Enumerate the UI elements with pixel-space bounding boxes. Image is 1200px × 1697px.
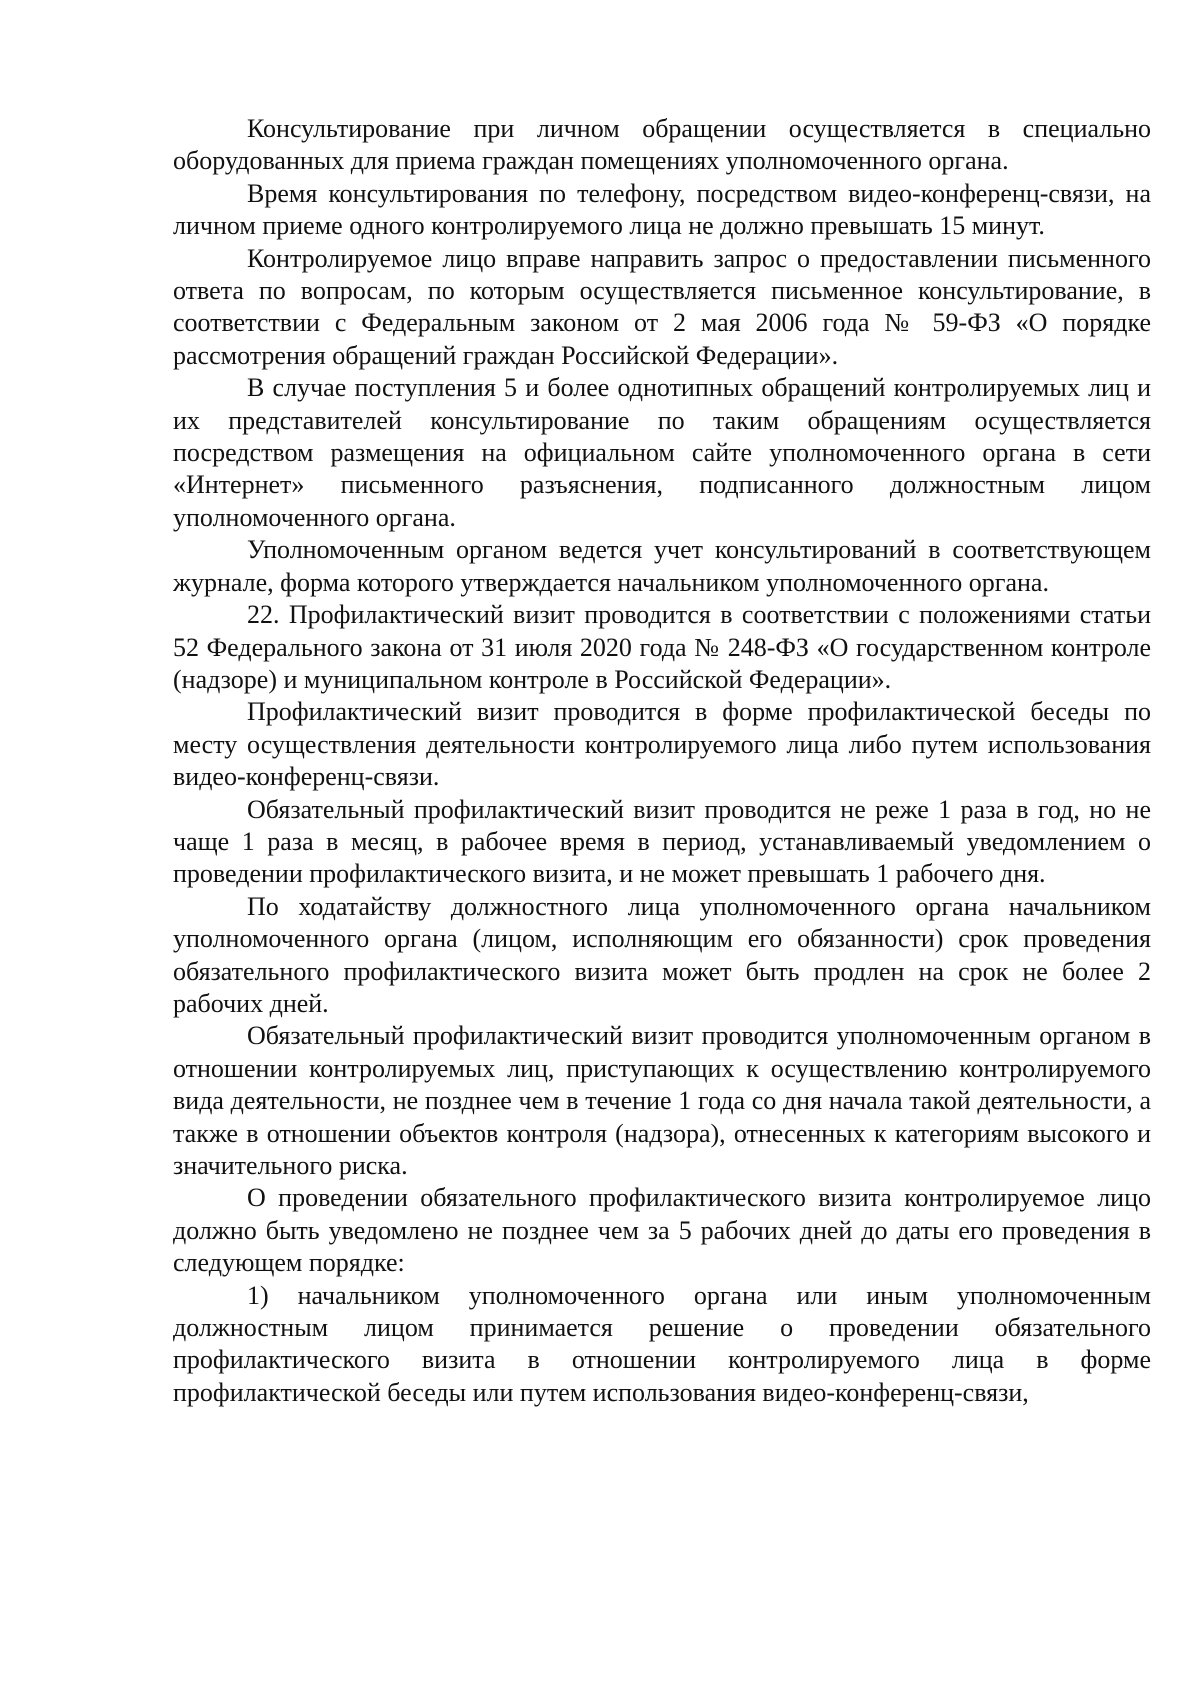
paragraph-mandatory-visit-targets: Обязательный профилактический визит проводится уполномоченным органом в отношении контролируемых лиц, приступающих к осуществлению контролируемого вида деятельности, не позднее чем в течение 1 года со дня начала такой деятельности, а также в отношении объектов контроля (надзора), отнесенных к категориям высокого и значительного риска. <box>173 1021 1151 1180</box>
paragraph-item-22-preventive-visit: 22. Профилактический визит проводится в соответствии с положениями статьи 52 Федерального закона от 31 июля 2020 года № 248-ФЗ «О государственном контроле (надзоре) и муниципальном контроле в Российской Федерации». <box>173 600 1151 694</box>
paragraph-visit-extension: По ходатайству должностного лица уполномоченного органа начальником уполномоченного органа (лицом, исполняющим его обязанности) срок проведения обязательного профилактического визита может быть продлен на срок не более 2 рабочих дней. <box>173 891 1151 1018</box>
paragraph-multiple-requests: В случае поступления 5 и более однотипных обращений контролируемых лиц и их представителей консультирование по таким обращениям осуществляется посредством размещения на официальном сайте уполномоченного органа в сети «Интернет» письменного разъяснения, подписанного должностным лицом уполномоченного органа. <box>173 373 1151 532</box>
paragraph-consultation-duration: Время консультирования по телефону, посредством видео-конференц-связи, на личном приеме одного контролируемого лица не должно превышать 15 минут. <box>173 178 1151 241</box>
paragraph-visit-form: Профилактический визит проводится в форме профилактической беседы по месту осуществления деятельности контролируемого лица либо путем использования видео-конференц-связи. <box>173 697 1151 792</box>
paragraph-notification-procedure: О проведении обязательного профилактического визита контролируемое лицо должно быть уведомлено не позднее чем за 5 рабочих дней до даты его проведения в следующем порядке: <box>173 1183 1151 1278</box>
paragraph-procedure-step-1: 1) начальником уполномоченного органа или иным уполномоченным должностным лицом принимается решение о проведении обязательного профилактического визита в отношении контролируемого лица в форме профилактической беседы или путем использования видео-конференц-связи, <box>173 1280 1151 1407</box>
paragraph-consultation-log: Уполномоченным органом ведется учет консультирований в соответствующем журнале, форма которого утверждается начальником уполномоченного органа. <box>173 535 1151 597</box>
paragraph-written-response-request: Контролируемое лицо вправе направить запрос о предоставлении письменного ответа по вопросам, по которым осуществляется письменное консультирование, в соответствии с Федеральным законом от 2 мая 2006 года № 59-ФЗ «О порядке рассмотрения обращений граждан Российской Федерации». <box>173 243 1151 370</box>
document-body <box>173 113 1151 1409</box>
paragraph-mandatory-visit-frequency: Обязательный профилактический визит проводится не реже 1 раза в год, но не чаще 1 раза в месяц, в рабочее время в период, устанавливаемый уведомлением о проведении профилактического визита, и не может превышать 1 рабочего дня. <box>173 794 1151 889</box>
paragraph-consultation-in-person: Консультирование при личном обращении осуществляется в специально оборудованных для приема граждан помещениях уполномоченного органа. <box>173 114 1151 176</box>
